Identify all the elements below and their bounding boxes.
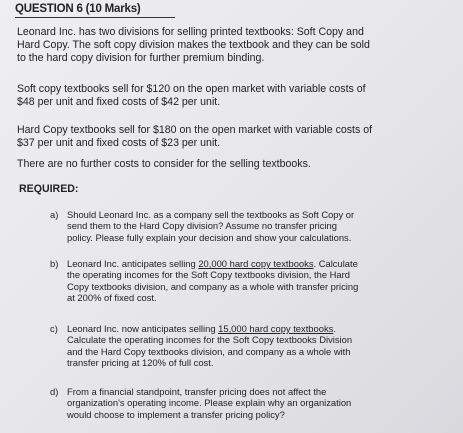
item-line: the operating incomes for the Soft Copy textbooks division, the Hard	[67, 269, 350, 281]
title-underline	[15, 17, 175, 18]
underlined-quantity: 20,000 hard copy textbooks	[198, 258, 314, 269]
question-item-a	[50, 209, 457, 243]
item-line: would choose to implement a transfer pricing policy?	[67, 408, 285, 420]
item-label: a)	[50, 209, 59, 220]
intro-line: Leonard Inc. has two divisions for selling printed textbooks: Soft Copy and	[17, 26, 364, 38]
no-further-costs-text	[17, 158, 457, 171]
item-line: and the Hard Copy textbooks division, and company as a whole with	[67, 345, 351, 357]
item-line: Should Leonard Inc. as a company sell the textbooks as Soft Copy or	[67, 209, 355, 220]
intro-line: Hard Copy. The soft copy division makes the textbook and they can be sold	[17, 39, 370, 51]
hard-copy-line: Hard Copy textbooks sell for $180 on the open market with variable costs of	[17, 124, 373, 136]
item-line: at 200% of fixed cost.	[67, 292, 157, 304]
item-line: organization's operating income. Please explain why an organization	[67, 397, 352, 409]
item-text: .	[333, 323, 336, 334]
item-label: d)	[50, 386, 59, 397]
intro-paragraph	[17, 26, 457, 65]
item-label: c)	[50, 323, 58, 334]
item-line: policy. Please fully explain your decision and show your calculations.	[67, 231, 352, 243]
no-further-line: There are no further costs to consider for the selling textbooks.	[17, 158, 311, 170]
question-title: QUESTION 6 (10 Marks)	[15, 3, 141, 15]
item-text: Leonard Inc. now anticipates selling	[67, 323, 219, 334]
intro-line: to the hard copy division for further premium binding.	[17, 52, 265, 64]
item-line	[67, 258, 457, 269]
item-text: . Calculate	[313, 258, 358, 269]
item-line: Copy textbooks division, and company as a whole with transfer pricing	[67, 280, 359, 292]
soft-copy-line: $48 per unit and fixed costs of $42 per unit.	[17, 96, 221, 108]
question-item-d	[50, 386, 457, 420]
item-text: Leonard Inc. anticipates selling	[67, 258, 199, 269]
item-label: b)	[50, 258, 59, 269]
hard-copy-line: $37 per unit and fixed costs of $23 per unit.	[17, 137, 221, 149]
question-item-c	[50, 323, 457, 369]
item-line	[67, 323, 457, 334]
underlined-quantity: 15,000 hard copy textbooks	[218, 323, 334, 334]
hard-copy-paragraph	[17, 124, 457, 150]
question-item-b	[50, 258, 457, 304]
required-heading: REQUIRED:	[19, 183, 79, 195]
item-line: transfer pricing at 120% of full cost.	[67, 357, 214, 369]
soft-copy-line: Soft copy textbooks sell for $120 on the open market with variable costs of	[17, 83, 366, 95]
soft-copy-paragraph	[17, 83, 457, 109]
item-line: Calculate the operating incomes for the Soft Copy textbooks Division	[67, 334, 353, 346]
item-line: send them to the Hard Copy division? Assume no transfer pricing	[67, 220, 337, 232]
item-line: From a financial standpoint, transfer pricing does not affect the	[67, 386, 327, 397]
